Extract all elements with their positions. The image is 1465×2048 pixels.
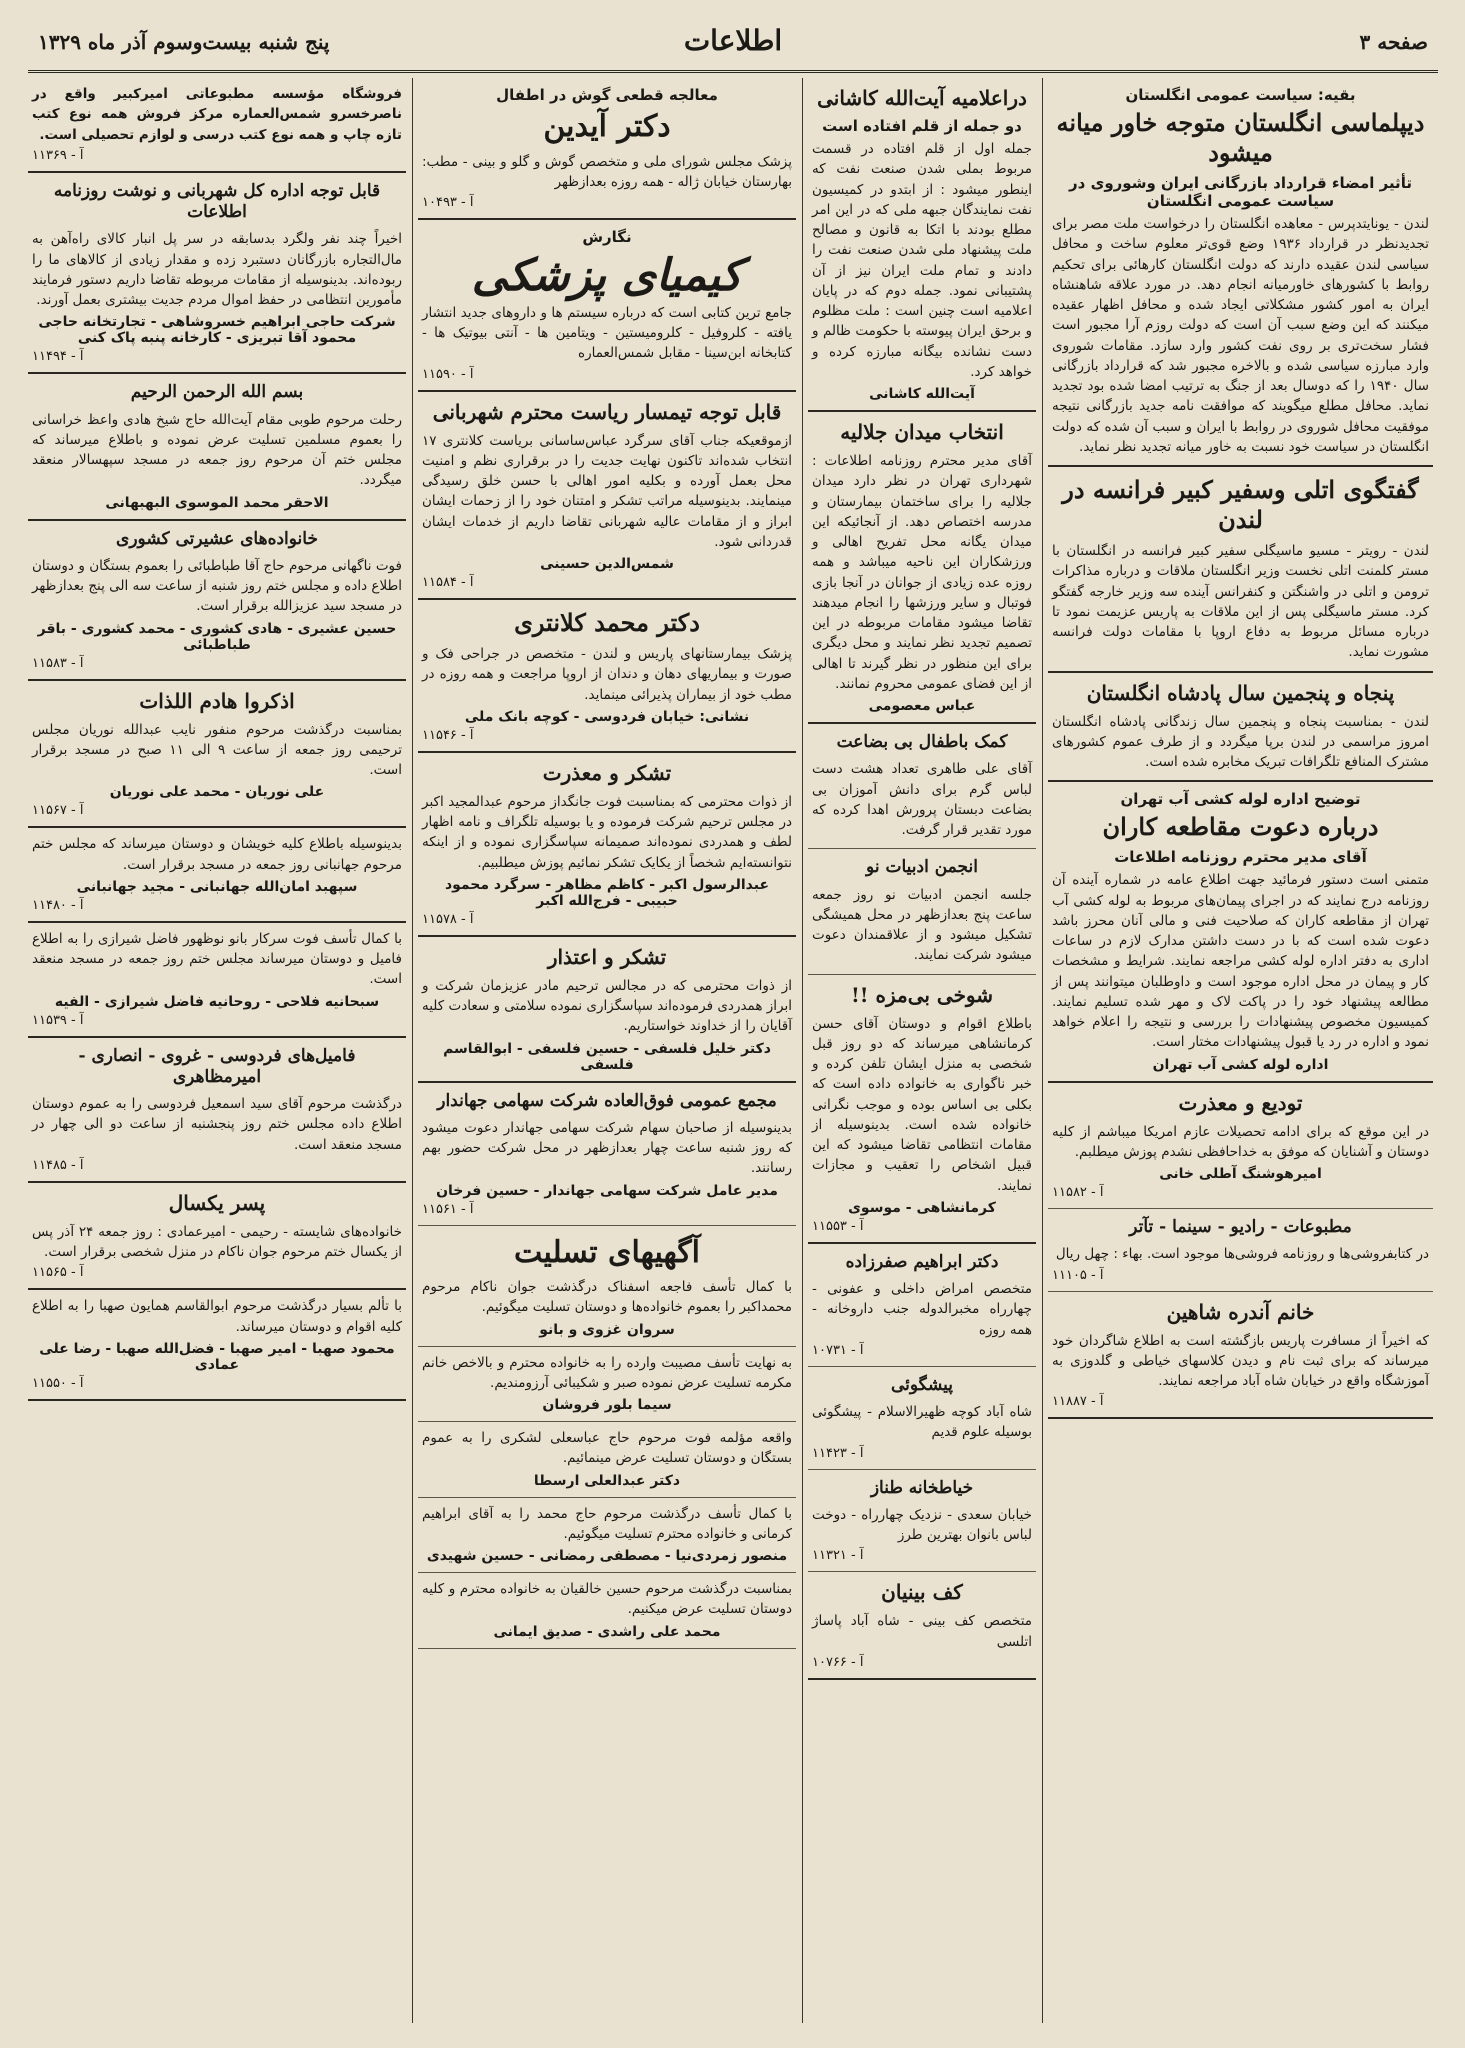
article-signature: شمس‌الدین حسینی xyxy=(540,556,674,573)
obituary-nourian xyxy=(28,681,406,829)
ad-amirkabir-bookstore xyxy=(28,78,406,173)
obituary-body: بدینوسیله باطلاع کلیه خویشان و دوستان میرساند که مجلس ختم مرحوم جهانبانی روز جمعه در مسجد برقرار است. xyxy=(32,836,402,873)
ad-headline: تودیع و معذرت xyxy=(1178,1090,1303,1115)
condolence-notice xyxy=(418,1422,796,1498)
article-subheadline: دو جمله از قلم افتاده است xyxy=(822,117,1022,135)
ad-signature: امیرهوشنگ آطلی خانی xyxy=(1159,1166,1322,1182)
article-charity xyxy=(808,724,1036,849)
ad-book-kimiya xyxy=(418,220,796,392)
ad-body: متخصص کف بینی - شاه آباد پاساژ اتلسی xyxy=(812,1613,1032,1650)
article-headline: دراعلامیه آیت‌الله کاشانی xyxy=(817,86,1027,110)
obituary-headline: فامیل‌های فردوسی - غروی - انصاری - امیرمظاهری xyxy=(78,1045,356,1087)
ad-code: آ - ۱۱۵۶۷ xyxy=(32,803,84,819)
ad-headline: کف بینیان xyxy=(881,1580,963,1605)
obituary-ferdowsi xyxy=(28,1038,406,1183)
obituary-signature: حسین عشیری - هادی کشوری - محمد کشوری - باقر طباطبائی xyxy=(37,620,397,653)
condolence-notice xyxy=(418,1347,796,1423)
article-body: جمله اول از قلم افتاده در قسمت مربوط بملی شدن صنعت نفت که اینطور میشود : از ابتدو در کمیسیون نفت نمایندگان جبهه ملی که در این امر مطلع بودند با اتکا به قانون و مصالح ملت پیشنهاد ملی شدن صنعت نفت را دادند و تمام ملت ایران نیز از آن پشتیبانی نمود. جمله دوم که در پایان اعلامیه است چنین است : ملت مظلوم و برحق ایران پیوسته با حکومت ظالم و دست نشانده بیگانه مبارزه کرده و خواهد کرد. xyxy=(812,141,1032,380)
ad-thanks-apology xyxy=(418,753,796,937)
article-signature: اداره لوله کشی آب تهران xyxy=(1152,1056,1329,1073)
ad-author-label: نگارش xyxy=(582,228,632,246)
obituary-signature: سبحانیه فلاحی - روحانیه فاضل شیرازی - الفیه xyxy=(54,993,380,1010)
ad-code: آ - ۱۰۴۹۳ xyxy=(422,195,474,210)
obituary-headline: اذکروا هادم اللذات xyxy=(139,688,295,713)
obituary-body: با تألم بسیار درگذشت مرحوم ابوالقاسم همایون صهبا را به اطلاع کلیه اقوام و دوستان میرساند. xyxy=(32,1298,402,1335)
ad-code: آ - ۱۱۴۹۴ xyxy=(32,349,84,365)
column-4 xyxy=(28,78,406,2023)
article-subheadline: آقای مدیر محترم روزنامه اطلاعات xyxy=(1114,848,1367,867)
issue-date: پنج شنبه بیست‌وسوم آذر ماه ۱۳۲۹ xyxy=(38,30,330,54)
ad-body: از ذوات محترمی که در مجالس ترحیم مادر عزیزمان شرکت و ابراز همدردی فرموده‌اند سپاسگزاری نموده سلامتی و سعادت کلیه آقایان را از خداوند خواستاریم. xyxy=(422,977,792,1035)
obituary-headline: خانواده‌های عشیرتی کشوری xyxy=(116,528,318,549)
article-body: آقای مدیر محترم روزنامه اطلاعات : شهرداری تهران در نظر دارد میدان جلالیه را برای ساختمان بیمارستان و مدرسه اختصاص دهد. از آنجائیکه این میدان یگانه محل تفریح اهالی و ورزشکاران این ناحیه میباشد و همه روزه عده زیادی از جوانان در آنجا بازی فوتبال و سایر ورزشها را انجام میدهند تقاضا میشود مقامات مربوطه در این تصمیم تجدید نظر نمایند و محل دیگری برای این منظور در نظر گیرند تا اهالی از این فضای عمومی محروم نمانند. xyxy=(812,453,1032,692)
article-headline: قابل توجه اداره کل شهربانی و نوشت روزنامه اطلاعات xyxy=(53,180,381,222)
article-headline: انتخاب میدان جلالیه xyxy=(840,420,1004,444)
ad-body: شاه آباد کوچه ظهیرالاسلام - پیشگوئی بوسیله علوم قدیم xyxy=(812,1404,1032,1441)
article-headline: گفتگوی اتلی وسفیر کبیر فرانسه در لندن xyxy=(1062,475,1419,534)
ad-code: آ - ۱۱۵۸۳ xyxy=(32,655,84,671)
article-kashani xyxy=(808,78,1036,412)
ad-body: خیابان سعدی - نزدیک چهارراه - دوخت لباس بانوان بهترین طرز xyxy=(812,1506,1032,1543)
ad-palmistry xyxy=(808,1572,1036,1680)
ad-body: فروشگاه مؤسسه مطبوعاتی امیرکبیر واقع در ناصرخسرو شمس‌العماره مرکز فروش همه نوع کتب تازه چاپ و همه نوع کتب درسی و لوازم تحصیلی است. xyxy=(32,86,402,143)
ad-body: در این موقع که برای ادامه تحصیلات عازم امریکا میباشم از کلیه دوستان و آشنایان که موفق به خداحافظی نشدم پوزش میطلبم. xyxy=(1052,1123,1429,1160)
article-body: لندن - بمناسبت پنجاه و پنجمین سال زندگانی پادشاه انگلستان امروز مراسمی در لندن برپا میگردد و از طرف عموم کشورهای مشترک المنافع تلگرافات تبریک مخابره شده است. xyxy=(1052,713,1429,770)
article-king-birthday xyxy=(1048,673,1433,783)
article-body: اخیراً چند نفر ولگرد بدسابقه در سر پل انبار کالای راه‌آهن به مال‌التجاره بازرگانان دستبرد زده و مقدار زیادی از کالاهای ما را ربوده‌اند. بدینوسیله از مقامات مربوطه تقاضا داریم دستور فرمایند مأمورین انتظامی در حفظ اموال مردم جدیت بیشتری بعمل آورند. xyxy=(32,231,402,308)
obituary-wa-ez xyxy=(28,374,406,520)
article-diplomacy xyxy=(1048,78,1433,467)
condolence-signature: محمد علی راشدی - صدیق ایمانی xyxy=(493,1623,721,1640)
ad-headline: مجمع عمومی فوق‌العاده شرکت سهامی جهاندار xyxy=(437,1090,777,1111)
obituary-body: رحلت مرحوم طوبی مقام آیت‌الله حاج شیخ هادی واعظ خراسانی را بعموم مسلمین تسلیت عرض نموده و باطلاع میرساند که مجلس ختم آن مرحوم روز جمعه در مسجد سپهسالار منعقد میگردد. xyxy=(32,411,402,489)
ad-doctor-kalantari xyxy=(418,600,796,753)
article-signature: شرکت حاجی ابراهیم خسروشاهی - تجارتخانه حاجی محمود آقا تبریزی - کارخانه پنبه پاک کنی xyxy=(38,314,396,347)
ad-andre-shahin xyxy=(1048,1292,1433,1420)
column-3 xyxy=(418,78,796,2023)
ad-headline: خانم آندره شاهین xyxy=(1166,1299,1315,1324)
ad-body: متخصص امراض داخلی و عفونی - چهارراه مخبرالدوله جنب داروخانه - همه روزه xyxy=(812,1281,1032,1338)
ad-body: در کتابفروشی‌ها و روزنامه فروشی‌ها موجود است. بهاء : چهل ریال xyxy=(1055,1246,1429,1263)
ad-body: پزشک مجلس شورای ملی و متخصص گوش و گلو و بینی - مطب: بهارستان خیابان ژاله - همه روزه بعدازظهر xyxy=(422,153,792,190)
obituary-signature: علی نوریان - محمد علی نوریان xyxy=(109,784,325,801)
obituary-body: فوت ناگهانی مرحوم حاج آقا طباطبائی را بعموم بستگان و دوستان اطلاع داده و مجلس ختم روز شنبه از ساعت سه الی پنج بعدازظهر در مسجد سید عزیزالله برقرار است. xyxy=(31,557,402,615)
ad-code: آ - ۱۱۴۲۳ xyxy=(812,1445,864,1461)
obituary-headline: پسر یکسال xyxy=(168,1190,266,1215)
ad-code: آ - ۱۱۵۵۰ xyxy=(32,1375,84,1391)
obituary-signature: محمود صهبا - امیر صهبا - فضل‌الله صهبا - رضا علی عمادی xyxy=(39,1340,395,1373)
condolence-notice xyxy=(418,1573,796,1649)
ad-body: جامع ترین کتابی است که درباره سیستم ها و داروهای جدید انتشار یافته - کلروفیل - کلرومیستین - ویتامین ها - آنتی بیوتیک ها - کتابخانه ابن‌سینا - مقابل شمس‌العماره xyxy=(422,304,792,362)
ad-headline: تشکر و معذرت xyxy=(542,760,672,785)
article-body: جلسه انجمن ادبیات نو روز جمعه ساعت پنج بعدازظهر در محل همیشگی تشکیل میشود و از علاقمندان دعوت میشود شرکت نمایند. xyxy=(812,886,1032,964)
obituary-body: درگذشت مرحوم آقای سید اسمعیل فردوسی را به عموم دوستان اطلاع داده مجلس ختم روز پنجشنبه از ساعت دو الی چهار در مسجد منعقد است. xyxy=(32,1096,402,1153)
article-kicker: توضیح اداره لوله کشی آب تهران xyxy=(1120,790,1361,809)
ad-signature: عبدالرسول اکبر - کاظم مظاهر - سرگرد محمود حبیبی - فرج‌الله اکبر xyxy=(444,876,770,909)
column-2 xyxy=(808,78,1036,2023)
condolence-signature: سروان غزوی و بانو xyxy=(539,1321,675,1338)
ad-code: آ - ۱۱۵۵۳ xyxy=(812,1218,864,1234)
article-body: ازموقعیکه جناب آقای سرگرد عباس‌ساسانی بریاست کلانتری ۱۷ انتخاب شده‌اند تاکنون نهایت جدیت را در برقراری نظم و امنیت محل بعمل آورده و بکلیه امور اهالی با حسن خلق رسیدگی مینمایند. بدینوسیله مراتب تشکر و امتنان خود را از زحمات ایشان ابراز و از مقامات عالیه شهربانی تقاضا داریم از خدمات ایشان قدردانی شود. xyxy=(422,432,792,550)
obituary-headline: بسم الله الرحمن الرحیم xyxy=(130,382,304,403)
ad-code: آ - ۱۰۷۶۶ xyxy=(812,1654,864,1670)
article-signature: آیت‌الله کاشانی xyxy=(869,386,975,402)
article-signature: عباس معصومی xyxy=(868,698,976,714)
article-body: متمنی است دستور فرمائید جهت اطلاع عامه در شماره آینده آن روزنامه درج نمایند که در اجرای پیمان‌های مربوط به لوله کشی آب تهران از مقاطعه کاران که صلاحیت فنی و مالی آنان محرز باشد دعوت شده است که با در دست داشتن مدارک لازم در ساعات اداری به دفتر اداره لوله کشی مراجعه نمایند. شرایط و مشخصات کار و پیمان در محل اداره موجود است و داوطلبان میتوانند پس از مطالعه پیشنهاد خود را در پاکت لاک و مهر شده تسلیم نمایند. کمیسیون مخصوص پیشنهادات را بررسی و نتیجه را اعلام خواهد نمود و اداره در رد یا قبول پیشنهادات مختار است. xyxy=(1052,872,1429,1051)
ad-body: پزشک بیمارستانهای پاریس و لندن - متخصص در جراحی فک و صورت و بیماریهای دهان و دندان از اروپا مراجعت و همه روزه در مطب خود از بیماران پذیرائی مینماید. xyxy=(422,646,792,703)
article-headline: شوخی بی‌مزه !! xyxy=(850,982,994,1007)
ad-headline: کیمیای پزشکی xyxy=(471,250,743,301)
obituary-signature: سپهبد امان‌الله جهانبانی - مجید جهانبانی xyxy=(76,878,358,895)
obituary-body: خانواده‌های شایسته - رحیمی - امیرعمادی : روز جمعه ۲۴ آذر پس از یکسال ختم مرحوم جوان ناکام در منزل شخصی برقرار است. xyxy=(32,1223,402,1260)
obituary-body: بمناسبت درگذشت مرحوم منفور نایب عبدالله نوریان مجلس ترحیمی روز جمعه از ساعت ۹ الی ۱۱ صبح در مسجد برقرار است. xyxy=(32,721,402,778)
article-police-thanks xyxy=(418,392,796,601)
article-police-notice xyxy=(28,173,406,375)
article-signature: کرمانشاهی - موسوی xyxy=(848,1199,996,1216)
paper-name: اطلاعات xyxy=(683,24,783,57)
ad-headline: تشکر و اعتذار xyxy=(547,944,667,969)
article-attlee xyxy=(1048,467,1433,673)
ad-doctor-aydin xyxy=(418,78,796,220)
ad-farewell xyxy=(1048,1083,1433,1210)
article-body: آقای علی طاهری تعداد هشت دست لباس گرم برای دانش آموزان بی بضاعت دبستان پرورش اهدا کرده که مورد تقدیر قرار گرفت. xyxy=(812,761,1032,838)
article-headline: کمک باطفال بی بضاعت xyxy=(836,732,1008,752)
ad-headline: دکتر ابراهیم صفرزاده xyxy=(845,1251,999,1272)
ad-code: آ - ۱۱۵۳۹ xyxy=(32,1012,84,1028)
condolence-signature: دکتر عبدالعلی ارسطا xyxy=(533,1472,681,1489)
condolence-body: با کمال تأسف فاجعه اسفناک درگذشت جوان ناکام مرحوم محمداکبر را بعموم خانواده‌ها و دوستان تسلیت میگوئیم. xyxy=(422,1279,792,1316)
ad-shareholders-meeting xyxy=(418,1083,796,1226)
ad-code: آ - ۱۱۱۰۵ xyxy=(1052,1267,1104,1283)
column-1 xyxy=(1048,78,1433,2023)
article-literary-society xyxy=(808,849,1036,974)
ad-headline: دکتر محمد کلانتری xyxy=(514,608,700,638)
ad-code: آ - ۱۱۵۶۵ xyxy=(32,1265,84,1281)
column-rule xyxy=(802,78,803,2023)
ad-headline: مطبوعات - رادیو - سینما - تآتر xyxy=(1129,1217,1352,1237)
obituary-body: با کمال تأسف فوت سرکار بانو نوظهور فاضل شیرازی را به اطلاع فامیل و دوستان میرساند مجلس ختم روز جمعه در مسجد منعقد است. xyxy=(32,930,402,988)
condolence-section xyxy=(418,1226,796,1347)
article-kicker: بقیه: سیاست عمومی انگلستان xyxy=(1125,86,1356,104)
ad-headline: پیشگوئی xyxy=(890,1374,954,1395)
column-rule xyxy=(412,78,413,2023)
article-headline: قابل توجه تیمسار ریاست محترم شهربانی xyxy=(432,399,782,424)
article-headline: درباره دعوت مقاطعه کاران xyxy=(1102,812,1379,842)
ad-code: آ - ۱۱۳۲۱ xyxy=(812,1548,864,1564)
article-body: لندن - یونایتدپرس - معاهده انگلستان را درخواست ملت مصر برای تجدیدنظر در قرارداد ۱۹۳۶ وضع قوی‌تر معلوم ساخت و محافل سیاسی لندن عقیده دارند که دولت انگلستان کارهائی برای تحکیم روابط با کشورهای خاورمیانه انجام دهد. در مورد علاقه شاهنشاه ایران به امور کشور مشکلاتی ایجاد شده و محافل اظهار عقیده میکنند که این وضع سبب آن است که دولت روزم آرا مجبور است فشار سخت‌تری بر روی نفت کشور وارد سازد. مقامات شوروی وارد مبارزه سیاسی شده و بالاخره مجبور شد که قرارداد بازرگانی سال ۱۹۴۰ را که دوسال بعد از جنگ به ترتیب امضا شده بود تجدید نماید. محافل مطلع میگویند که موافقت نامه جدید بازرگانی نتیجه موفقیت محافل شوروی در روابط با ایران و سبب آن شده که دولت انگلستان در سیاست خود نسبت به خاور میانه تجدید نظر نماید. xyxy=(1052,216,1429,455)
ad-signature: دکتر خلیل فلسفی - حسین فلسفی - ابوالقاسم فلسفی xyxy=(443,1040,771,1073)
article-body: باطلاع اقوام و دوستان آقای حسن کرمانشاهی میرساند که دو روز قبل شخصی به منزل ایشان تلفن کرده و خبر ناگواری به خانواده داده است که بکلی بی اساس بوده و موجب نگرانی خانواده شده است. بدینوسیله از مقامات انتظامی تقاضا میشود که این قبیل اشخاص را تعقیب و مجازات نمایند. xyxy=(812,1015,1032,1194)
condolence-body: با کمال تأسف درگذشت مرحوم حاج محمد را به آقای ابراهیم کرمانی و خانواده محترم تسلیت میگوئیم. xyxy=(422,1505,792,1542)
obituary-fazel xyxy=(28,923,406,1038)
ad-code: آ - ۱۱۴۸۵ xyxy=(32,1157,84,1173)
ad-code: آ - ۱۱۴۸۰ xyxy=(32,897,84,913)
ad-code: آ - ۱۱۵۶۱ xyxy=(422,1201,474,1217)
condolence-signature: سیما بلور فروشان xyxy=(542,1397,672,1414)
ad-publications xyxy=(1048,1209,1433,1292)
article-jalalieh xyxy=(808,412,1036,724)
article-body: لندن - رویتر - مسیو ماسیگلی سفیر کبیر فرانسه در انگلستان با مستر کلمنت اتلی نخست وزیر انگلستان ملاقات و درباره مذاکرات ترومن و اتلی در واشنگتن و کنفرانس آینده سه وزیر خارجه گفتگو کرد. مستر ماسیگلی پس از این ملاقات به پاریس عزیمت نمود تا درباره مسائل مربوط به دفاع اروپا با مقامات دولت فرانسه مشورت نماید. xyxy=(1052,543,1429,661)
ad-kicker: معالجه قطعی گوش در اطفال xyxy=(496,86,718,104)
ad-body: از ذوات محترمی که بمناسبت فوت جانگداز مرحوم عبدالمجید اکبر در مجلس ترحیم شرکت فرموده و یا بوسیله تلگراف و نامه اظهار لطف و همدردی نموده‌اند صمیمانه سپاسگزاری نموده و از اینکه نتوانسته‌ایم شخصاً از یکایک تشکر نمائیم پوزش میطلبیم. xyxy=(422,793,792,871)
obituary-sahba xyxy=(28,1290,406,1401)
condolence-signature: منصور زمردی‌نیا - مصطفی رمضانی - حسین شهیدی xyxy=(426,1548,788,1565)
column-rule xyxy=(1042,78,1043,2023)
obituary-keshvari xyxy=(28,521,406,681)
article-water-works xyxy=(1048,782,1433,1082)
section-headline: آگهیهای تسلیت xyxy=(514,1234,700,1270)
newspaper-page xyxy=(28,18,1438,2030)
ad-code: آ - ۱۱۳۶۹ xyxy=(32,147,84,163)
ad-thanks-excuse xyxy=(418,937,796,1083)
article-prank xyxy=(808,975,1036,1244)
ad-code: آ - ۱۱۵۸۴ xyxy=(422,575,474,591)
condolence-body: بمناسبت درگذشت مرحوم حسین خالقیان به خانواده محترم و کلیه دوستان تسلیت عرض میکنیم. xyxy=(422,1581,792,1618)
ad-code: آ - ۱۱۵۷۸ xyxy=(422,911,474,927)
article-headline: پنجاه و پنجمین سال پادشاه انگلستان xyxy=(1086,680,1395,705)
obituary-signature: الاحقر محمد الموسوی البهبهانی xyxy=(105,494,329,511)
article-subheadline: تأثیر امضاء قرارداد بازرگانی ایران وشوروی در سیاست عمومی انگلستان xyxy=(1069,174,1412,210)
ad-doctor-safarzadeh xyxy=(808,1244,1036,1367)
article-headline: دیپلماسی انگلستان متوجه خاور میانه میشود xyxy=(1056,108,1425,167)
obituary-jahanbani xyxy=(28,828,406,923)
condolence-body: واقعه مؤلمه فوت مرحوم حاج عباسعلی لشکری را به عموم بستگان و دوستان تسلیت عرض مینمائیم. xyxy=(422,1430,792,1467)
ad-headline: دکتر آیدین xyxy=(543,109,671,144)
ad-signature: مدیر عامل شرکت سهامی جهاندار - حسین فرخان xyxy=(436,1182,778,1199)
ad-address: نشانی: خیابان فردوسی - کوچه بانک ملی xyxy=(464,708,750,725)
masthead xyxy=(28,18,1438,73)
ad-code: آ - ۱۱۸۸۷ xyxy=(1052,1394,1104,1410)
ad-tailor xyxy=(808,1470,1036,1573)
ad-code: آ - ۱۱۵۹۰ xyxy=(422,366,474,382)
ad-code: آ - ۱۰۷۳۱ xyxy=(812,1342,864,1358)
article-headline: انجمن ادبیات نو xyxy=(866,857,978,878)
page-number: صفحه ۳ xyxy=(1359,30,1428,54)
ad-code: آ - ۱۱۵۸۲ xyxy=(1052,1185,1104,1200)
condolence-notice xyxy=(418,1498,796,1574)
ad-body: بدینوسیله از صاحبان سهام شرکت سهامی جهاندار دعوت میشود که روز شنبه ساعت چهار بعدازظهر در محل شرکت حضور بهم رسانند. xyxy=(422,1119,792,1177)
ad-code: آ - ۱۱۵۴۶ xyxy=(422,727,474,743)
obituary-one-year xyxy=(28,1183,406,1291)
ad-body: که اخیراً از مسافرت پاریس بازگشته است به اطلاع شاگردان خود میرساند که برای ثبت نام و دیدن کلاسهای خیاطی و گلدوزی به آموزشگاه واقع در خیابان شاه آباد مراجعه نمایند. xyxy=(1052,1332,1429,1389)
condolence-body: به نهایت تأسف مصیبت وارده را به خانواده محترم و بالاخص خانم مکرمه تسلیت عرض نموده صبر و شکیبائی آرزومندیم. xyxy=(422,1354,792,1391)
ad-headline: خیاطخانه طناز xyxy=(870,1477,974,1498)
ad-fortune xyxy=(808,1367,1036,1470)
